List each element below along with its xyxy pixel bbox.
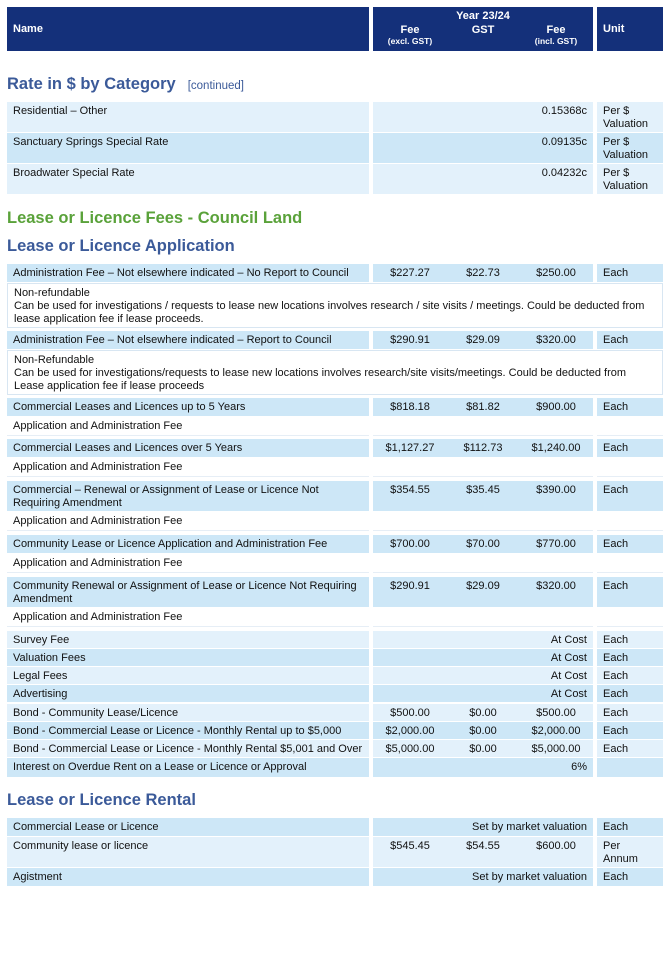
fee-excl: $545.45 xyxy=(390,840,430,852)
table-row xyxy=(7,481,663,511)
header-name-cell xyxy=(7,7,369,51)
row-fees xyxy=(373,577,593,607)
row-name: Community Lease or Licence Application and Administration Fee xyxy=(7,535,369,553)
fee-incl: $5,000.00 xyxy=(531,743,581,755)
continued-label: [continued] xyxy=(187,80,244,92)
row-name: Legal Fees xyxy=(7,667,369,684)
row-fees xyxy=(373,722,593,739)
row-value: 6% xyxy=(571,761,587,773)
row-name: Community Renewal or Assignment of Lease or Licence Not Requiring Amendment xyxy=(7,577,369,607)
fee-gst: $81.82 xyxy=(466,401,500,413)
row-note: Application and Administration Fee xyxy=(7,512,369,531)
table-row xyxy=(7,535,663,553)
row-unit: Each xyxy=(597,331,663,349)
row-name: Interest on Overdue Rent on a Lease or Licence or Approval xyxy=(7,758,369,777)
fee-excl: $500.00 xyxy=(390,707,430,719)
header-unit: Unit xyxy=(603,23,625,35)
fee-gst: $29.09 xyxy=(466,580,500,592)
row-fees xyxy=(373,649,593,666)
fee-incl: $1,240.00 xyxy=(531,442,581,454)
empty-cell xyxy=(373,608,593,627)
fee-incl: $390.00 xyxy=(536,484,576,496)
fee-incl: $900.00 xyxy=(536,401,576,413)
empty-cell xyxy=(597,458,663,477)
note-row xyxy=(7,417,663,436)
table-row xyxy=(7,631,663,648)
header-gst: GST xyxy=(471,24,495,36)
fee-gst: $54.55 xyxy=(466,840,500,852)
fee-excl: $5,000.00 xyxy=(385,743,435,755)
fee-excl: $354.55 xyxy=(390,484,430,496)
row-unit: Each xyxy=(597,685,663,702)
table-row xyxy=(7,164,663,194)
row-unit: Each xyxy=(597,704,663,721)
empty-cell xyxy=(597,417,663,436)
note-row xyxy=(7,512,663,531)
row-fees xyxy=(373,439,593,457)
row-unit: Per $ Valuation xyxy=(597,102,663,132)
header-name: Name xyxy=(13,23,43,35)
table-row xyxy=(7,740,663,757)
row-note: Application and Administration Fee xyxy=(7,608,369,627)
row-unit: Each xyxy=(597,722,663,739)
row-note: Application and Administration Fee xyxy=(7,458,369,477)
row-value: At Cost xyxy=(550,652,587,664)
fee-gst: $0.00 xyxy=(469,707,497,719)
row-name: Residential – Other xyxy=(7,102,369,132)
table-row xyxy=(7,685,663,702)
row-value: 0.15368c xyxy=(541,105,587,117)
row-fees xyxy=(373,631,593,648)
table-row xyxy=(7,868,663,886)
note-row xyxy=(7,608,663,627)
fee-excl: $227.27 xyxy=(390,267,430,279)
row-name: Agistment xyxy=(7,868,369,886)
row-name: Broadwater Special Rate xyxy=(7,164,369,194)
table-row xyxy=(7,577,663,607)
row-value: Set by market valuation xyxy=(472,821,587,833)
row-fees xyxy=(373,398,593,416)
row-value: Set by market valuation xyxy=(472,871,587,883)
row-fees xyxy=(373,818,593,836)
header-fee-incl-sub: (incl. GST) xyxy=(534,36,578,46)
row-name: Commercial Leases and Licences over 5 Years xyxy=(7,439,369,457)
row-note: Application and Administration Fee xyxy=(7,417,369,436)
row-fees xyxy=(373,102,593,132)
row-fees xyxy=(373,535,593,553)
row-name: Valuation Fees xyxy=(7,649,369,666)
fee-excl: $818.18 xyxy=(390,401,430,413)
row-unit: Each xyxy=(597,577,663,607)
row-note: Non-Refundable Can be used for investigations/requests to lease new locations involves research/site visits/meetings. Could be deducted from Lease application fee if lease proceeds xyxy=(7,350,663,395)
fee-excl: $2,000.00 xyxy=(385,725,435,737)
row-unit: Each xyxy=(597,264,663,282)
note-row xyxy=(7,554,663,573)
fee-incl: $320.00 xyxy=(536,580,576,592)
row-name: Bond - Community Lease/Licence xyxy=(7,704,369,721)
header-year: Year 23/24 xyxy=(456,10,510,22)
table-row xyxy=(7,649,663,666)
row-name: Commercial Leases and Licences up to 5 Years xyxy=(7,398,369,416)
header-unit-cell xyxy=(597,7,663,51)
fee-gst: $112.73 xyxy=(463,442,503,454)
subsection-title-application: Lease or Licence Application xyxy=(7,237,235,255)
row-fees xyxy=(373,740,593,757)
table-row xyxy=(7,264,663,282)
header-fee-incl: Fee (incl. GST) xyxy=(519,24,593,46)
row-name: Bond - Commercial Lease or Licence - Monthly Rental $5,001 and Over xyxy=(7,740,369,757)
row-unit xyxy=(597,758,663,777)
fee-gst: $70.00 xyxy=(466,538,500,550)
row-value: At Cost xyxy=(550,670,587,682)
row-name: Commercial Lease or Licence xyxy=(7,818,369,836)
row-fees xyxy=(373,164,593,194)
fee-excl: $1,127.27 xyxy=(385,442,435,454)
row-fees xyxy=(373,331,593,349)
table-row xyxy=(7,704,663,721)
table-row xyxy=(7,722,663,739)
row-note: Application and Administration Fee xyxy=(7,554,369,573)
row-unit: Each xyxy=(597,740,663,757)
fee-gst: $22.73 xyxy=(466,267,500,279)
fee-gst: $0.00 xyxy=(469,725,497,737)
row-unit: Each xyxy=(597,481,663,511)
empty-cell xyxy=(597,608,663,627)
row-unit: Each xyxy=(597,818,663,836)
header-year-cell xyxy=(373,7,593,51)
header-fee-excl-sub: (excl. GST) xyxy=(387,36,433,46)
fee-gst: $35.45 xyxy=(466,484,500,496)
fee-gst: $29.09 xyxy=(466,334,500,346)
table-row xyxy=(7,667,663,684)
row-note: Non-refundable Can be used for investigations / requests to lease new locations involves research / site visits / meetings. Could be deducted from lease application fee if lease proceeds. xyxy=(7,283,663,328)
empty-cell xyxy=(373,458,593,477)
note-row xyxy=(7,458,663,477)
fee-excl: $290.91 xyxy=(390,334,430,346)
table-row xyxy=(7,818,663,836)
row-name: Community lease or licence xyxy=(7,837,369,867)
section-title-lease-fees: Lease or Licence Fees - Council Land xyxy=(7,209,303,227)
empty-cell xyxy=(373,512,593,531)
section-title-rate: Rate in $ by Category [continued] xyxy=(7,75,244,93)
row-unit: Per $ Valuation xyxy=(597,164,663,194)
empty-cell xyxy=(373,417,593,436)
row-name: Commercial – Renewal or Assignment of Lease or Licence Not Requiring Amendment xyxy=(7,481,369,511)
fee-excl: $290.91 xyxy=(390,580,430,592)
table-row xyxy=(7,133,663,163)
table-row xyxy=(7,331,663,349)
fee-incl: $250.00 xyxy=(536,267,576,279)
empty-cell xyxy=(373,554,593,573)
row-unit: Each xyxy=(597,398,663,416)
fee-gst: $0.00 xyxy=(469,743,497,755)
table-header xyxy=(7,7,663,51)
row-name: Sanctuary Springs Special Rate xyxy=(7,133,369,163)
fee-incl: $2,000.00 xyxy=(531,725,581,737)
empty-cell xyxy=(597,512,663,531)
row-name: Administration Fee – Not elsewhere indicated – No Report to Council xyxy=(7,264,369,282)
row-unit: Each xyxy=(597,868,663,886)
row-name: Survey Fee xyxy=(7,631,369,648)
fee-incl: $770.00 xyxy=(536,538,576,550)
fee-incl: $600.00 xyxy=(536,840,576,852)
row-fees xyxy=(373,837,593,867)
row-unit: Each xyxy=(597,535,663,553)
fee-excl: $700.00 xyxy=(390,538,430,550)
row-fees xyxy=(373,868,593,886)
table-row xyxy=(7,439,663,457)
row-name: Administration Fee – Not elsewhere indicated – Report to Council xyxy=(7,331,369,349)
row-unit: Per Annum xyxy=(597,837,663,867)
fee-incl: $320.00 xyxy=(536,334,576,346)
row-name: Bond - Commercial Lease or Licence - Monthly Rental up to $5,000 xyxy=(7,722,369,739)
row-fees xyxy=(373,481,593,511)
row-unit: Each xyxy=(597,631,663,648)
table-row xyxy=(7,102,663,132)
header-fee-excl: Fee (excl. GST) xyxy=(373,24,447,46)
row-value: 0.09135c xyxy=(541,136,587,148)
row-value: 0.04232c xyxy=(541,167,587,179)
row-value: At Cost xyxy=(550,688,587,700)
empty-cell xyxy=(597,554,663,573)
row-name: Advertising xyxy=(7,685,369,702)
row-fees xyxy=(373,264,593,282)
row-fees xyxy=(373,667,593,684)
row-fees xyxy=(373,133,593,163)
row-value: At Cost xyxy=(550,634,587,646)
row-unit: Per $ Valuation xyxy=(597,133,663,163)
table-row xyxy=(7,837,663,867)
table-row xyxy=(7,758,663,777)
row-fees xyxy=(373,758,593,777)
row-unit: Each xyxy=(597,439,663,457)
row-fees xyxy=(373,704,593,721)
row-unit: Each xyxy=(597,667,663,684)
fee-incl: $500.00 xyxy=(536,707,576,719)
row-fees xyxy=(373,685,593,702)
table-row xyxy=(7,398,663,416)
row-unit: Each xyxy=(597,649,663,666)
subsection-title-rental: Lease or Licence Rental xyxy=(7,791,196,809)
